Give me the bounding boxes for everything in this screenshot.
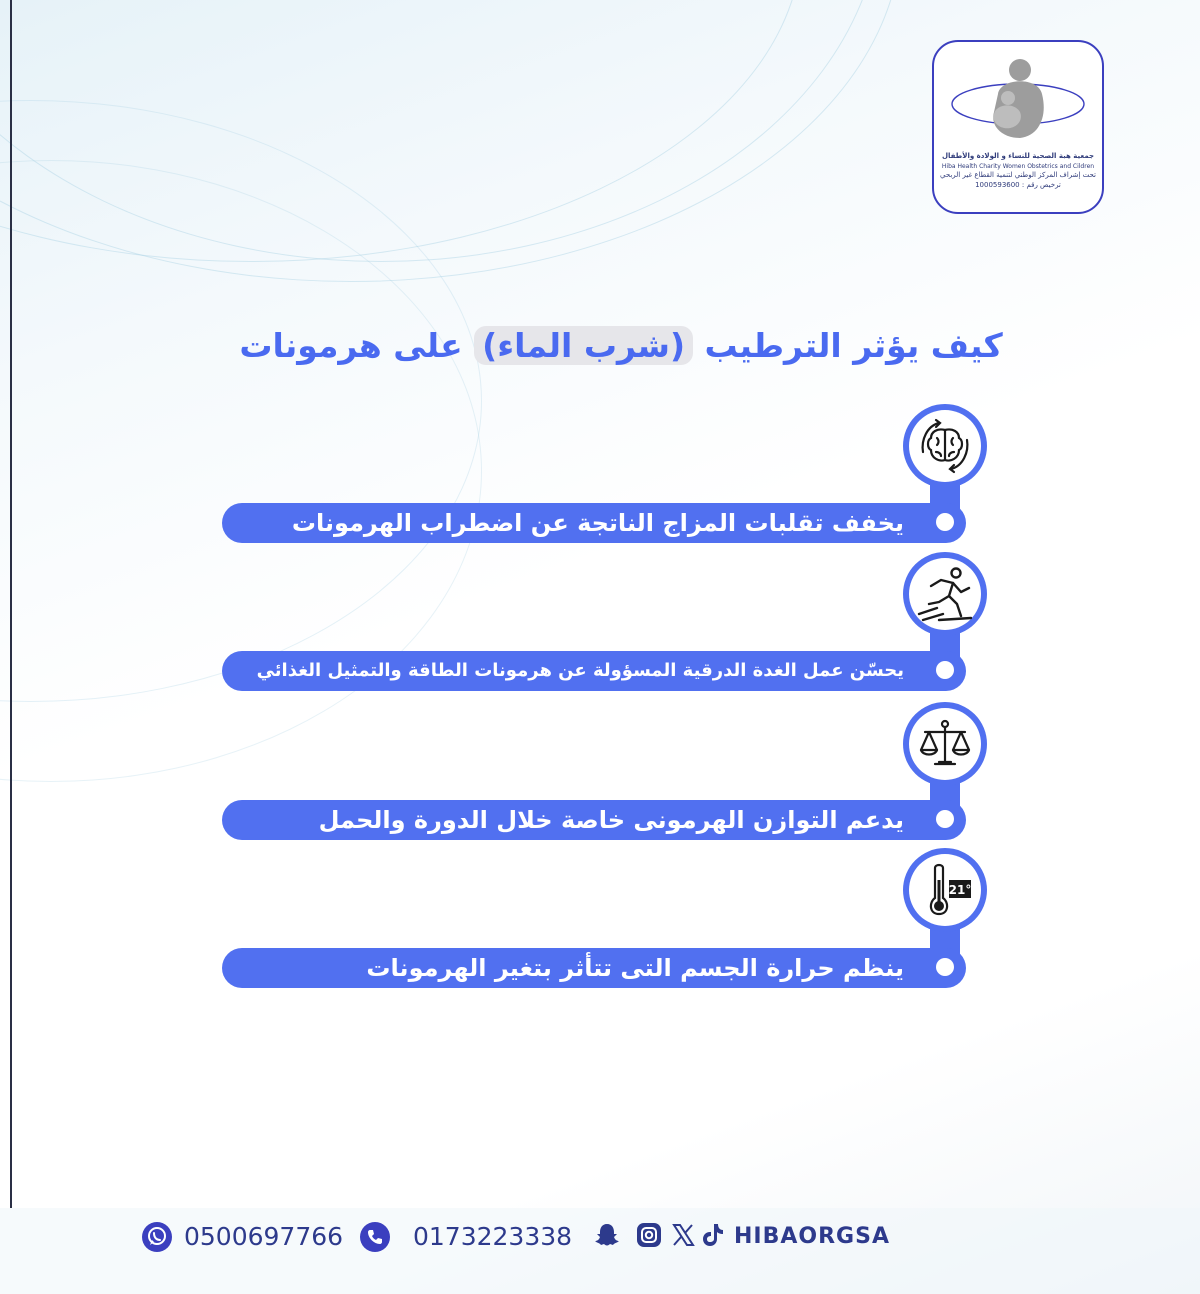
benefit-bar <box>222 948 966 988</box>
benefit-bar <box>222 800 966 840</box>
tiktok-icon[interactable] <box>698 1220 728 1250</box>
benefit-bar <box>222 503 966 543</box>
bullet-dot <box>936 661 954 679</box>
bullet-dot <box>936 513 954 531</box>
phone-number[interactable]: 0173223338 <box>413 1222 573 1251</box>
item-icon-badge <box>903 848 987 932</box>
title-end: على هرمونات <box>239 326 475 365</box>
mother-child-logo-icon <box>934 42 1102 152</box>
benefit-text: ينظم حرارة الجسم التى تتأثر بتغير الهرمونات <box>366 954 904 982</box>
logo-supervision-text: تحت إشراف المركز الوطني لتنمية القطاع غير الربحي <box>940 171 1096 179</box>
title-highlight: (شرب الماء) <box>474 326 693 365</box>
instagram-icon[interactable] <box>634 1220 664 1250</box>
item-icon-badge <box>903 404 987 488</box>
title-start: كيف يؤثر الترطيب <box>693 326 1003 365</box>
x-icon[interactable] <box>668 1220 698 1250</box>
snapchat-icon[interactable] <box>592 1220 622 1250</box>
bullet-dot <box>936 958 954 976</box>
temperature-label: 21° <box>948 883 972 897</box>
item-icon-badge <box>903 702 987 786</box>
benefit-text: يدعم التوازن الهرمونى خاصة خلال الدورة والحمل <box>318 806 904 834</box>
item-icon-badge <box>903 552 987 636</box>
phone-icon[interactable] <box>360 1222 390 1252</box>
thermometer-icon <box>909 854 981 926</box>
logo-license-text: ترخيص رقم : 1000593600 <box>975 181 1061 189</box>
benefit-bar <box>222 651 966 691</box>
social-handle[interactable]: HIBAORGSA <box>734 1224 890 1249</box>
bullet-dot <box>936 810 954 828</box>
logo-arabic-name: جمعية هبة الصحية للنساء و الولادة والأطفال <box>941 152 1095 160</box>
whatsapp-number[interactable]: 0500697766 <box>184 1222 344 1251</box>
whatsapp-icon[interactable] <box>142 1222 172 1252</box>
balance-scale-icon <box>909 708 981 780</box>
left-divider-line <box>10 0 12 1208</box>
brain-icon <box>909 410 981 482</box>
running-person-icon <box>909 558 981 630</box>
logo <box>932 40 1104 214</box>
page-title <box>226 318 1016 374</box>
logo-english-name: Hiba Health Charity Women Obstetrics and Cildren <box>941 163 1095 170</box>
benefit-text: يخفف تقلبات المزاج الناتجة عن اضطراب الهرمونات <box>291 509 904 537</box>
benefit-text: يحسّن عمل الغدة الدرقية المسؤولة عن هرمونات الطاقة والتمثيل الغذائي <box>256 660 904 681</box>
